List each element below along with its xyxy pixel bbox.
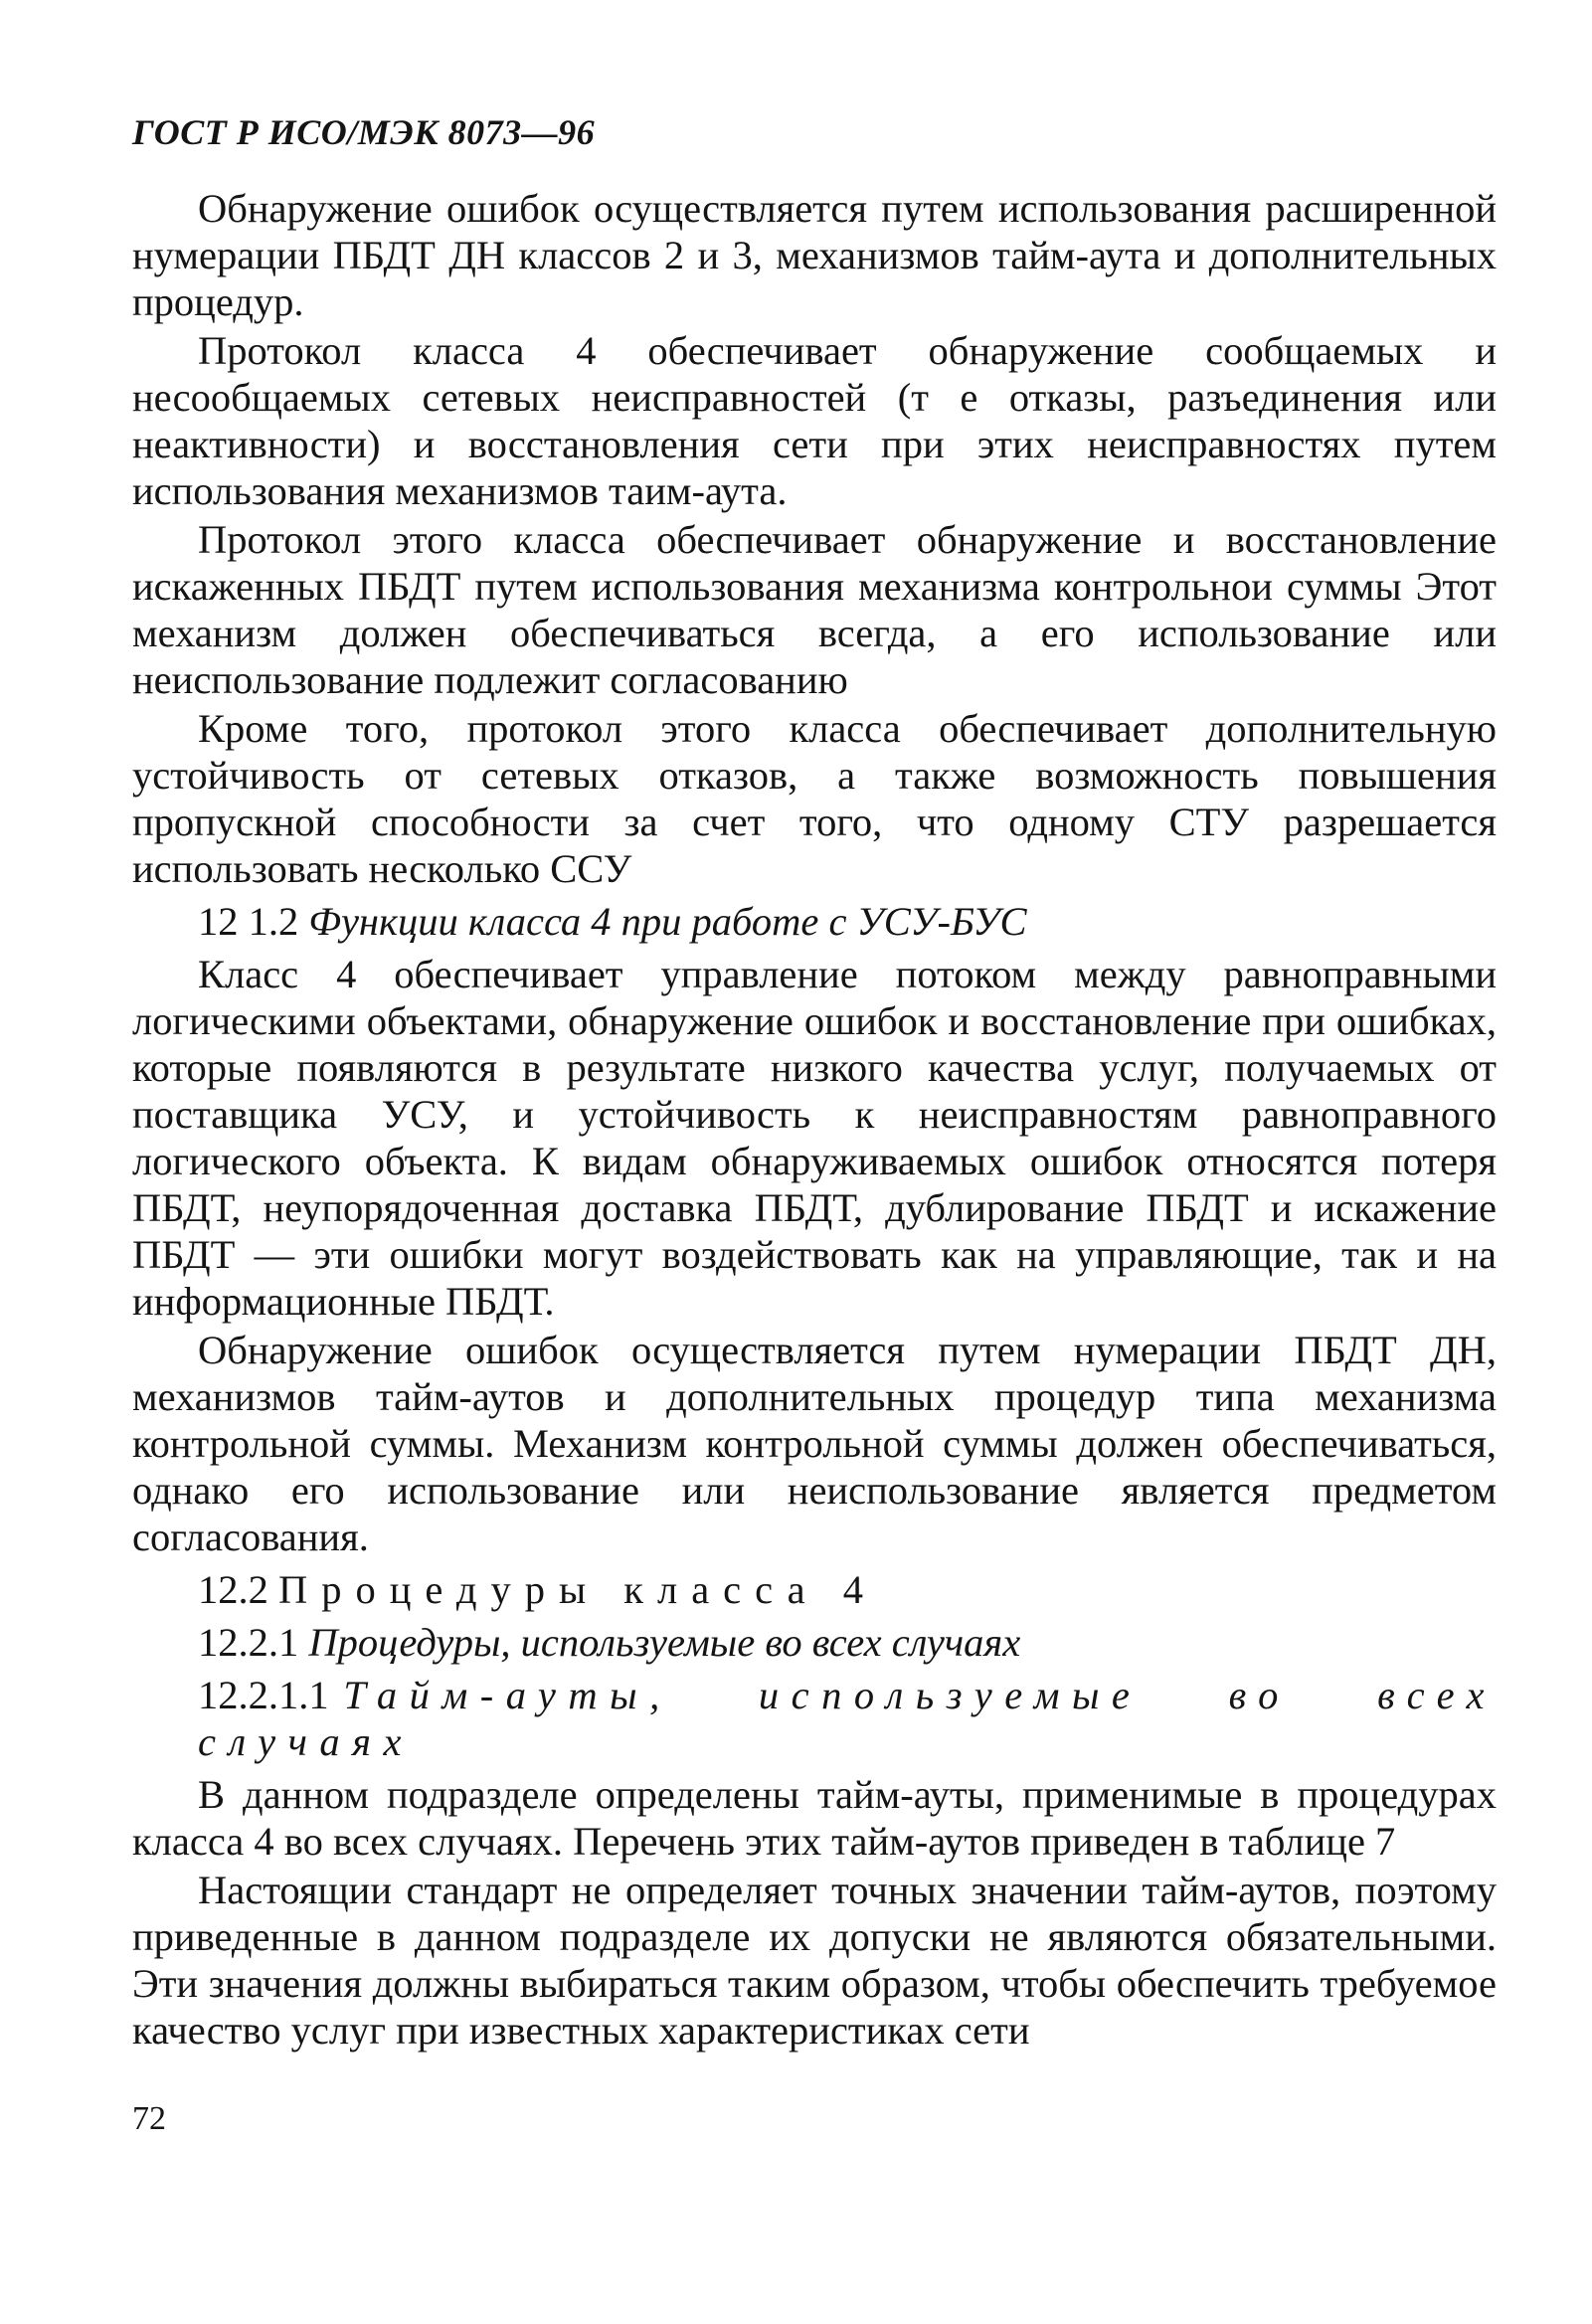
page-number: 72	[132, 2100, 166, 2137]
section-number: 12 1.2	[198, 899, 299, 944]
document-page	[132, 0, 1497, 2324]
section-number: 12.2	[198, 1567, 268, 1612]
paragraph: Обнаружение ошибок осуществляется путем нумерации ПБДТ ДН, механизмов тайм-аутов и дополнительных процедур типа механизма контрольной суммы. Механизм контрольной суммы должен обеспечиваться, однако его использование или неиспользование является предметом согласования.	[132, 1328, 1497, 1559]
paragraph: Протокол этого класса обеспечивает обнаружение и восстановление искаженных ПБДТ путем использования механизма контрольнои суммы Этот механизм должен обеспечиваться всегда, а его использование или неиспользование подлежит согласованию	[132, 517, 1497, 702]
paragraph: Обнаружение ошибок осуществляется путем использования расширенной нумерации ПБДТ ДН классов 2 и 3, механизмов тайм-аута и дополнительных процедур.	[132, 186, 1497, 324]
paragraph: Класс 4 обеспечивает управление потоком между равноправными логическими объектами, обнаружение ошибок и восстановление при ошибках, которые появляются в результате низкого качества услуг, получаемых от поставщика УСУ, и устойчивость к неисправностям равноправного логического объекта. К видам обнаруживаемых ошибок относятся потеря ПБДТ, неупорядоченная доставка ПБДТ, дублирование ПБДТ и искажение ПБДТ — эти ошибки могут воздействовать как на управляющие, так и на информационные ПБДТ.	[132, 952, 1497, 1324]
section-heading-12-2-1-1	[132, 1672, 1497, 1765]
section-title: Функции класса 4 при работе с УСУ-БУС	[308, 899, 1027, 944]
section-number: 12.2.1.1	[198, 1673, 329, 1717]
section-number: 12.2.1	[198, 1620, 299, 1665]
section-title: Тайм-ауты, используемые во всех случаях	[198, 1673, 1497, 1764]
paragraph: Кроме того, протокол этого класса обеспечивает дополнительную устойчивость от сетевых отказов, а также возможность повышения пропускной способности за счет того, что одному СТУ разрешается использовать несколько ССУ	[132, 706, 1497, 891]
paragraph: В данном подразделе определены тайм-ауты, применимые в процедурах класса 4 во всех случаях. Перечень этих тайм-аутов приведен в таблице 7	[132, 1772, 1497, 1864]
section-title: Процедуры, используемые во всех случаях	[308, 1620, 1021, 1665]
paragraph: Протокол класса 4 обеспечивает обнаружение сообщаемых и несообщаемых сетевых неисправностей (т е отказы, разъединения или неактивности) и восстановления сети при этих неисправностях путем использования механизмов таим-аута.	[132, 328, 1497, 513]
section-heading-12-2	[132, 1566, 1497, 1613]
document-body	[132, 185, 1497, 2056]
document-header: ГОСТ Р ИСО/МЭК 8073—96	[132, 112, 596, 152]
paragraph: Настоящии стандарт не определяет точных значении тайм-аутов, поэтому приведенные в данном подразделе их допуски не являются обязательными. Эти значения должны выбираться таким образом, чтобы обеспечить требуемое качество услуг при известных характеристиках сети	[132, 1868, 1497, 2053]
section-title: Процедуры класса 4	[278, 1567, 877, 1612]
section-heading-12-1-2	[132, 898, 1497, 945]
section-heading-12-2-1	[132, 1619, 1497, 1666]
